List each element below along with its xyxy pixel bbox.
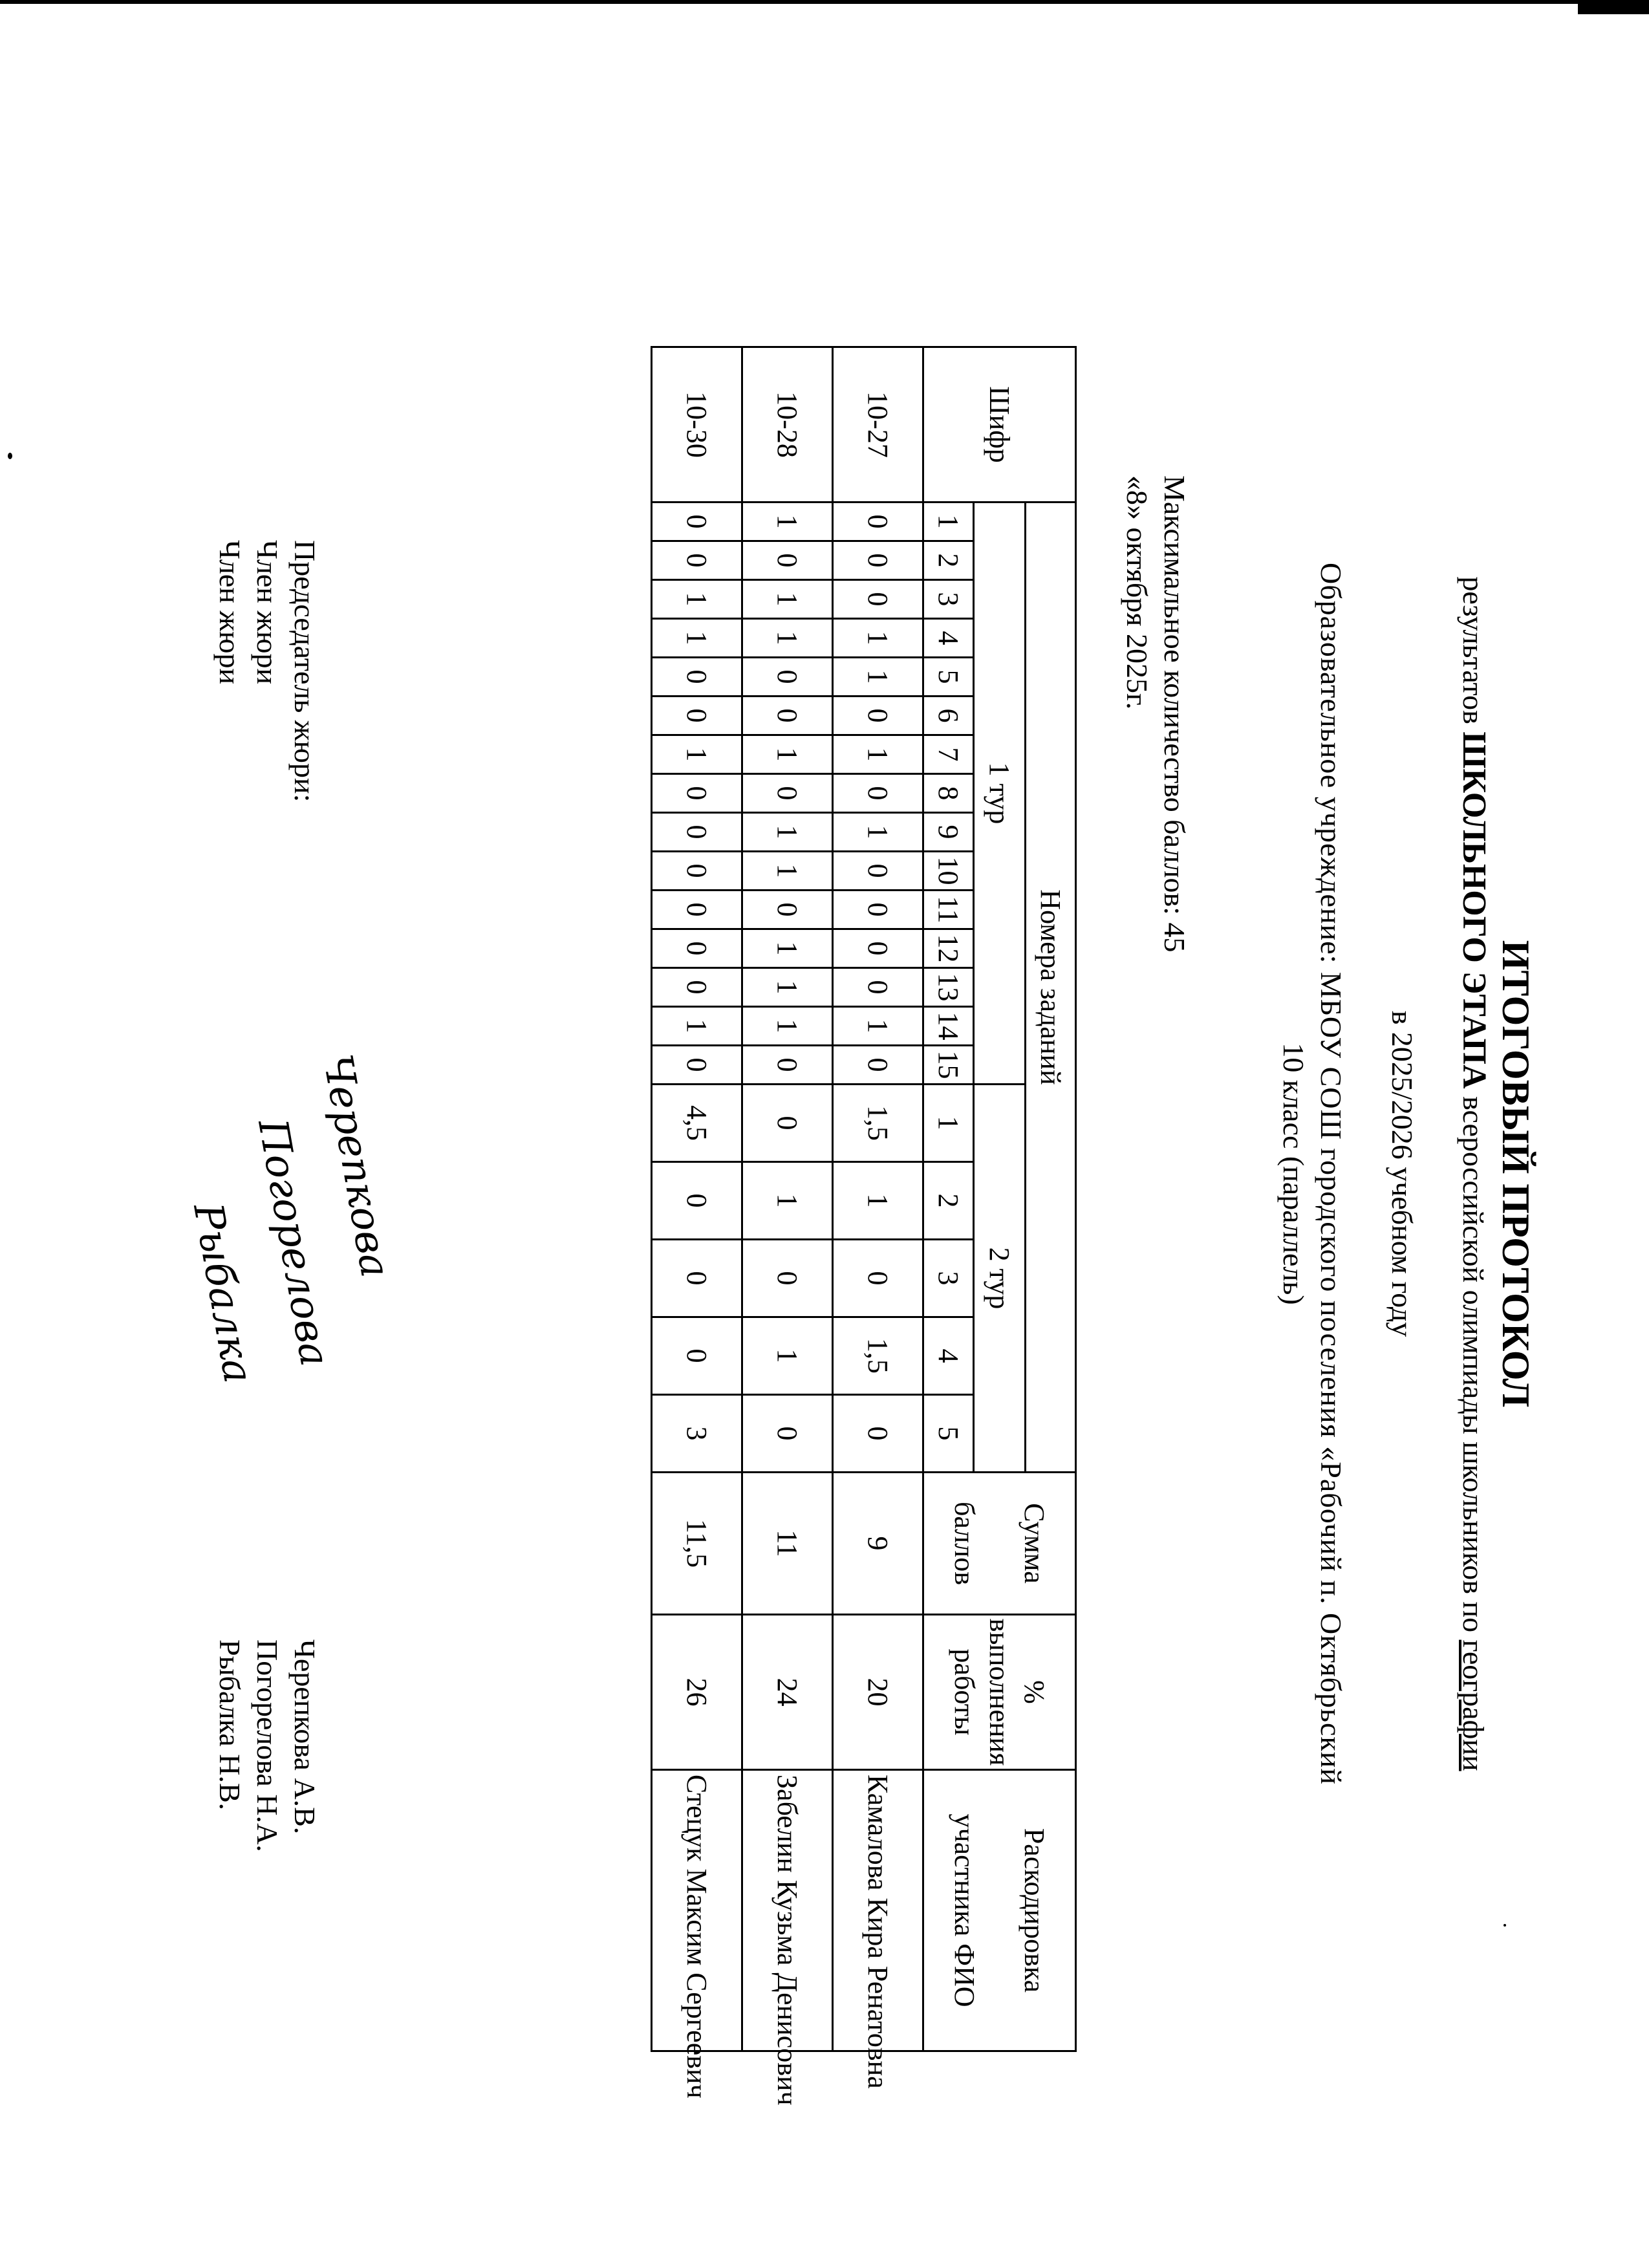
score-cell: 1 (652, 1007, 742, 1046)
score-cell: 1 (833, 735, 923, 774)
score-cell: 0 (652, 1317, 742, 1395)
score-cell: 1 (742, 813, 833, 852)
protocol-title: ИТОГОВЫЙ ПРОТОКОЛ (1494, 940, 1537, 1408)
task-number: 1 (923, 502, 974, 541)
table-row (742, 347, 833, 2051)
school-name: Образовательное учреждение: МБОУ СОШ городского поселения «Рабочий п. Октябрьский (1315, 562, 1348, 1785)
task-number: 3 (923, 1240, 974, 1317)
protocol-heading (1275, 107, 1552, 2241)
task-number: 3 (923, 580, 974, 619)
subtitle-stage: ШКОЛЬНОГО ЭТАПА (1456, 731, 1493, 1089)
task-number: 15 (923, 1046, 974, 1085)
signature-member-2: Рыбалка (184, 1199, 263, 1387)
grade-line: 10 класс (параллель) (1277, 1042, 1310, 1305)
task-number: 10 (923, 852, 974, 891)
scan-speck (8, 453, 12, 459)
score-cell: 0 (833, 929, 923, 968)
score-cell: 1 (742, 929, 833, 968)
header-round-2: 2 тур (974, 1085, 1026, 1473)
jury-labels (211, 540, 323, 802)
score-cell: 0 (833, 541, 923, 580)
protocol-sheet (52, 107, 1552, 2241)
protocol-date: «8» октября 2025г. (1121, 475, 1154, 710)
header-round-1: 1 тур (974, 502, 1026, 1085)
score-cell: 1 (833, 1007, 923, 1046)
task-number: 12 (923, 929, 974, 968)
cipher-cell: 10-27 (833, 347, 923, 502)
task-number: 4 (923, 619, 974, 658)
sum-cell: 11 (742, 1473, 833, 1615)
score-cell: 1 (652, 735, 742, 774)
score-cell: 4,5 (652, 1085, 742, 1162)
percent-cell: 20 (833, 1615, 923, 1770)
jury-member-label: Член жюри (251, 540, 284, 685)
subtitle-middle: всероссийской олимпиады школьников по (1457, 1096, 1490, 1633)
score-cell: 1 (652, 619, 742, 658)
jury-member-label: Член жюри (213, 540, 246, 685)
header-tasks: Номера заданий (1026, 502, 1076, 1473)
jury-chair-name: Черепкова А.В. (288, 1639, 321, 1835)
task-number: 5 (923, 1395, 974, 1473)
results-table (651, 346, 1077, 2106)
task-number: 9 (923, 813, 974, 852)
score-cell: 0 (742, 774, 833, 813)
score-cell: 0 (833, 697, 923, 735)
score-cell: 1,5 (833, 1317, 923, 1395)
score-cell: 1 (742, 852, 833, 891)
score-cell: 1 (833, 658, 923, 697)
task-number: 1 (923, 1085, 974, 1162)
name-cell: Стецук Максим Сергеевич (652, 1770, 742, 2051)
score-cell: 0 (742, 1240, 833, 1317)
score-cell: 0 (833, 580, 923, 619)
score-cell: 1 (742, 1317, 833, 1395)
score-cell: 0 (652, 774, 742, 813)
score-cell: 1 (742, 580, 833, 619)
score-cell: 1 (742, 968, 833, 1007)
percent-cell: 26 (652, 1615, 742, 1770)
task-number: 13 (923, 968, 974, 1007)
handwritten-signatures (162, 1044, 400, 1626)
score-cell: 0 (652, 929, 742, 968)
score-cell: 0 (742, 891, 833, 929)
score-cell: 0 (742, 658, 833, 697)
signature-member-1: Погорелова (249, 1115, 339, 1370)
score-cell: 0 (833, 1395, 923, 1473)
header-sum: Сумма баллов (923, 1473, 1076, 1615)
task-number: 8 (923, 774, 974, 813)
subtitle-prefix: результатов (1457, 576, 1490, 724)
score-cell: 0 (652, 968, 742, 1007)
cipher-cell: 10-28 (742, 347, 833, 502)
score-cell: 0 (652, 852, 742, 891)
score-cell: 0 (652, 658, 742, 697)
max-score: Максимальное количество баллов: 45 (1158, 475, 1191, 953)
score-cell: 1 (833, 619, 923, 658)
score-cell: 0 (652, 1046, 742, 1085)
jury-member-name: Погорелова Н.А. (251, 1639, 284, 1852)
cipher-cell: 10-30 (652, 347, 742, 502)
name-cell: Камалова Кира Ренатовна (833, 1770, 923, 2051)
table-row (652, 347, 742, 2051)
header-name: Раскодировка участника ФИО (923, 1770, 1076, 2051)
score-cell: 0 (833, 1046, 923, 1085)
score-cell: 0 (652, 813, 742, 852)
score-cell: 0 (742, 541, 833, 580)
task-number: 4 (923, 1317, 974, 1395)
score-cell: 0 (833, 968, 923, 1007)
score-cell: 0 (833, 502, 923, 541)
sum-cell: 11,5 (652, 1473, 742, 1615)
score-cell: 0 (652, 1162, 742, 1240)
score-cell: 0 (652, 891, 742, 929)
task-number: 14 (923, 1007, 974, 1046)
score-cell: 0 (833, 852, 923, 891)
score-cell: 1 (742, 1007, 833, 1046)
score-cell: 0 (652, 541, 742, 580)
score-cell: 0 (742, 1046, 833, 1085)
scan-corner-mark (1578, 0, 1649, 14)
score-cell: 1 (742, 1162, 833, 1240)
table-row (833, 347, 923, 2051)
score-cell: 0 (742, 1395, 833, 1473)
score-cell: 0 (652, 1240, 742, 1317)
task-number: 7 (923, 735, 974, 774)
score-cell: 1,5 (833, 1085, 923, 1162)
header-cipher: Шифр (923, 347, 1076, 502)
task-number: 6 (923, 697, 974, 735)
task-number: 11 (923, 891, 974, 929)
jury-names (211, 1639, 323, 1852)
protocol-meta (1118, 475, 1193, 952)
score-cell: 0 (652, 697, 742, 735)
jury-member-name: Рыбалка Н.В. (213, 1639, 246, 1811)
task-number: 5 (923, 658, 974, 697)
score-cell: 1 (833, 1162, 923, 1240)
score-cell: 0 (833, 891, 923, 929)
score-cell: 0 (742, 697, 833, 735)
score-cell: 0 (652, 502, 742, 541)
header-percent: % выполнения работы (923, 1615, 1076, 1770)
sum-cell: 9 (833, 1473, 923, 1615)
protocol-subtitle (1454, 107, 1493, 2241)
score-cell: 0 (833, 1240, 923, 1317)
name-cell: Забелин Кузьма Денисович (742, 1770, 833, 2051)
score-cell: 1 (742, 619, 833, 658)
scan-top-border (0, 0, 1649, 4)
score-cell: 1 (833, 813, 923, 852)
task-number: 2 (923, 541, 974, 580)
score-cell: 1 (742, 735, 833, 774)
signature-chair: Черепкова (314, 1050, 400, 1281)
percent-cell: 24 (742, 1615, 833, 1770)
score-cell: 1 (652, 580, 742, 619)
score-cell: 0 (742, 1085, 833, 1162)
jury-chair-label: Председатель жюри: (288, 540, 321, 803)
subtitle-subject: географии (1457, 1639, 1490, 1771)
score-cell: 0 (833, 774, 923, 813)
score-cell: 3 (652, 1395, 742, 1473)
task-number: 2 (923, 1162, 974, 1240)
score-cell: 1 (742, 502, 833, 541)
academic-year: в 2025/2026 учебном году (1386, 1010, 1419, 1337)
